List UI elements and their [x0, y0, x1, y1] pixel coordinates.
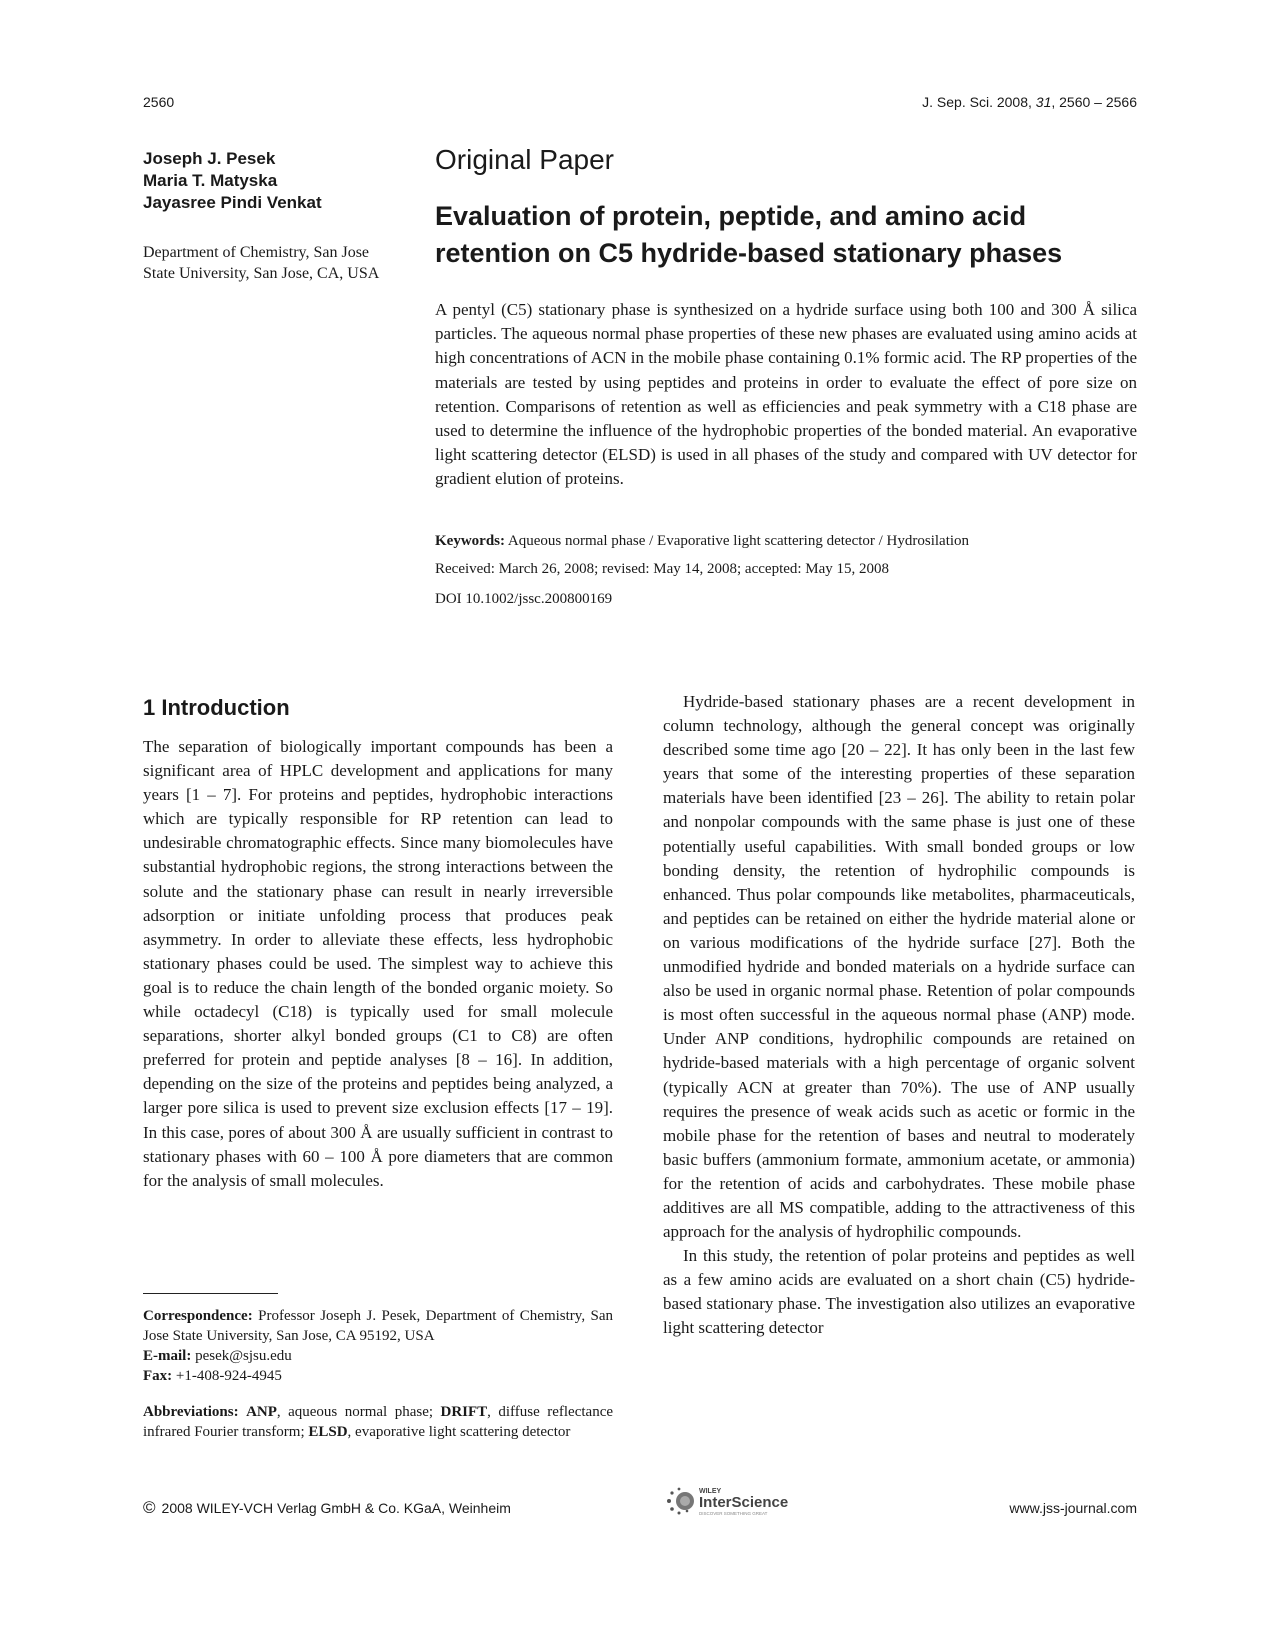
journal-volume: 31 [1035, 94, 1052, 110]
abbreviations-label: Abbreviations: [143, 1404, 239, 1420]
paper-title-line: retention on C5 hydride-based stationary phases [435, 238, 1063, 268]
abbrev-term: ANP [246, 1404, 277, 1420]
body-paragraph: In this study, the retention of polar proteins and peptides as well as a few amino acids are evaluated on a short chain (C5) hydride-based stationary phase. The investigation also utilizes an evaporative light scattering detector [663, 1246, 1135, 1338]
doi: DOI 10.1002/jssc.200800169 [435, 591, 613, 607]
email-label: E-mail: [143, 1348, 192, 1364]
abbrev-term: ELSD [308, 1424, 348, 1440]
logo-interscience-text: InterScience [699, 1494, 789, 1511]
abbrev-definition: , diffuse reflectance infrared Fourier transform; [143, 1404, 614, 1440]
abbrev-definition: , evaporative light scattering detector [347, 1424, 571, 1440]
footnote-divider [143, 1293, 278, 1294]
author-name: Jayasree Pindi Venkat [143, 193, 322, 212]
copyright-notice [143, 1498, 511, 1518]
author-name: Maria T. Matyska [143, 171, 278, 190]
body-text-right-column [663, 690, 1135, 1341]
keywords-text: Aqueous normal phase / Evaporative light scattering detector / Hydrosilation [505, 533, 970, 549]
fax-number: +1-408-924-4945 [172, 1368, 282, 1384]
keywords-label: Keywords: [435, 533, 505, 549]
paper-title [435, 198, 1135, 272]
author-list [143, 148, 403, 214]
copyright-symbol: © [143, 1498, 156, 1517]
page-number: 2560 [143, 94, 175, 110]
author-name: Joseph J. Pesek [143, 149, 276, 168]
email-address: pesek@sjsu.edu [191, 1348, 292, 1364]
article-type: Original Paper [435, 144, 614, 175]
correspondence-text: Professor Joseph J. Pesek, Department of Chemistry, San Jose State University, San Jose, CA 95192, USA [143, 1308, 613, 1344]
abbrev-definition: , aqueous normal phase; [276, 1404, 441, 1420]
journal-ref-prefix: J. Sep. Sci. 2008, [922, 94, 1036, 110]
logo-wiley-text: WILEY [699, 1488, 722, 1495]
body-text-left-column: The separation of biologically important compounds has been a significant area of HPLC development and applications for many years [1 – 7]. For proteins and peptides, hydrophobic interactions which are typically responsible for RP retention can lead to undesirable chromatographic effects. Since many biomolecules have substantial hydrophobic regions, the strong interactions between the solute and the stationary phase can result in nearly irreversible adsorption or initiate unfolding process that produces peak asymmetry. In order to alleviate these effects, less hydrophobic stationary phases could be used. The simplest way to achieve this goal is to reduce the chain length of the bonded organic moiety. So while octadecyl (C18) is typically used for small molecule separations, shorter alkyl bonded groups (C1 to C8) are often preferred for protein and peptide analyses [8 – 16]. In addition, depending on the size of the proteins and peptides being analyzed, a larger pore silica is used to prevent size exclusion effects [17 – 19]. In this case, pores of about 300 Å are usually sufficient in contrast to stationary phases with 60 – 100 Å pore diameters that are common for the analysis of small molecules. [143, 737, 613, 1190]
keywords [435, 531, 1137, 551]
fax-label: Fax: [143, 1368, 173, 1384]
journal-website: www.jss-journal.com [1009, 1500, 1137, 1516]
abbrev-term: DRIFT [440, 1404, 488, 1420]
abbreviations-footnote [143, 1402, 613, 1442]
copyright-text: 2008 WILEY-VCH Verlag GmbH & Co. KGaA, Weinheim [161, 1500, 511, 1516]
author-affiliation: Department of Chemistry, San Jose State University, San Jose, CA, USA [143, 244, 380, 282]
abstract: A pentyl (C5) stationary phase is synthesized on a hydride surface using both 100 and 300 Å silica particles. The aqueous normal phase properties of these new phases are evaluated using amino acids at high concentrations of ACN in the mobile phase containing 0.1% formic acid. The RP properties of the materials are tested by using peptides and proteins in order to evaluate the effect of pore size on retention. Comparisons of retention as well as efficiencies and peak symmetry with a C18 phase are used to determine the influence of the hydrophobic properties of the bonded material. An evaporative light scattering detector (ELSD) is used in all phases of the study and compared with UV detector for gradient elution of proteins. [435, 300, 1137, 489]
logo-tagline: DISCOVER SOMETHING GREAT [699, 1511, 768, 1516]
wiley-interscience-logo [661, 1484, 811, 1518]
body-paragraph: Hydride-based stationary phases are a recent development in column technology, although the general concept was originally described some time ago [20 – 22]. It has only been in the last few years that some of the interesting properties of these separation materials have been identified [23 – 26]. The ability to retain polar and nonpolar compounds with the same phase is just one of these potentially useful capabilities. With small bonded groups or low bonding density, the retention of hydrophilic compounds is enhanced. Thus polar compounds like metabolites, pharmaceuticals, and peptides can be retained on either the hydride material alone or on various modifications of the hydride surface [27]. Both the unmodified hydride and bonded materials on a hydride surface can also be used in organic normal phase. Retention of polar compounds is most often successful in the aqueous normal phase (ANP) mode. Under ANP conditions, hydrophilic compounds are retained on hydride-based materials with a high percentage of organic solvent (typically ACN at greater than 70%). The use of ANP usually requires the presence of weak acids such as acetic or formic in the mobile phase for the retention of bases and neutral to moderately basic buffers (ammonium formate, ammonium acetate, or ammonia) for the retention of acids and carbohydrates. These mobile phase additives are all MS compatible, adding to the attractiveness of this approach for the analysis of hydrophilic compounds. [663, 692, 1135, 1242]
journal-reference [922, 94, 1137, 110]
journal-pages: , 2560 – 2566 [1051, 94, 1137, 110]
received-dates: Received: March 26, 2008; revised: May 14, 2008; accepted: May 15, 2008 [435, 561, 890, 577]
paper-title-line: Evaluation of protein, peptide, and amino acid [435, 201, 1027, 231]
section-heading-introduction: 1 Introduction [143, 695, 290, 720]
correspondence-label: Correspondence: [143, 1308, 253, 1324]
correspondence-footnote [143, 1306, 613, 1386]
logo-swirl-icon [667, 1488, 694, 1515]
